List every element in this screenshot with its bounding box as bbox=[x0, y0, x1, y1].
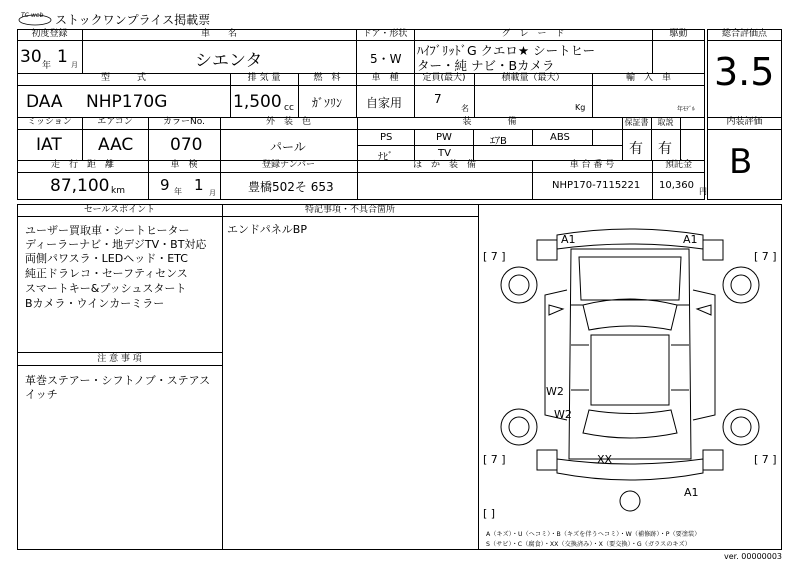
label-inspection: 車 検 bbox=[170, 160, 198, 170]
page-title: ストックワンプライス掲載票 bbox=[55, 13, 211, 27]
sales-point-6: Bカメラ・ウインカーミラー bbox=[25, 297, 165, 310]
reg-month-unit: 月 bbox=[71, 61, 78, 69]
equipment-pw: PW bbox=[436, 132, 452, 143]
tread-spare: [ ] bbox=[483, 507, 496, 520]
label-door: ドア・形状 bbox=[362, 29, 408, 39]
label-color-no: カラーNo. bbox=[163, 117, 205, 127]
vehicle-info-table bbox=[17, 29, 705, 200]
equipment-navi: ﾅﾋﾞ bbox=[378, 152, 393, 163]
logo-text: TC-web bbox=[21, 12, 44, 19]
capacity: 7 bbox=[434, 92, 442, 106]
label-load: 積載量（最大） bbox=[501, 73, 565, 83]
reg-year: 30 bbox=[20, 47, 42, 67]
aircon: AAC bbox=[98, 135, 134, 155]
damage-mark-front-right: A1 bbox=[683, 233, 698, 246]
color-no: 070 bbox=[170, 135, 203, 155]
model-code: NHP170G bbox=[86, 92, 168, 112]
plate-number: 豊橋502そ 653 bbox=[248, 180, 334, 194]
label-warranty: 保証書 bbox=[624, 118, 649, 127]
label-special-notes: 特記事項・不具合箇所 bbox=[304, 205, 395, 215]
model-year-label: 年ﾓﾃﾞﾙ bbox=[677, 106, 696, 113]
label-equipment: 装 備 bbox=[462, 117, 517, 127]
label-interior-score: 内装評価 bbox=[726, 117, 763, 127]
label-plate: 登録ナンバー bbox=[262, 160, 315, 170]
label-mileage: 走 行 距 離 bbox=[50, 160, 114, 170]
label-grade: グ レ ー ド bbox=[501, 29, 565, 39]
warranty: 有 bbox=[629, 141, 643, 157]
total-score: 3.5 bbox=[714, 50, 775, 94]
inspection-year: 9 bbox=[160, 176, 170, 194]
damage-mark-front-left: A1 bbox=[561, 233, 576, 246]
damage-mark-door-1: W2 bbox=[546, 385, 564, 398]
color: パール bbox=[270, 140, 306, 154]
label-import: 輸 入 車 bbox=[625, 73, 671, 83]
label-capacity: 定員(最大) bbox=[422, 73, 466, 83]
displacement-unit: cc bbox=[284, 103, 294, 113]
chassis-number: NHP170-7115221 bbox=[552, 180, 641, 191]
caution-line-2: イッチ bbox=[25, 388, 58, 401]
sales-point-4: 純正ドラレコ・セーフティセンス bbox=[25, 267, 188, 280]
interior-score: B bbox=[729, 142, 753, 182]
label-first-registration: 初度登録 bbox=[31, 29, 68, 39]
grade-line-1: ﾊｲﾌﾞﾘｯﾄﾞG クエロ★ シートヒー bbox=[417, 43, 596, 58]
deposit-unit: 円 bbox=[699, 187, 707, 196]
logo bbox=[18, 11, 52, 30]
label-other-equipment: ほ か 装 備 bbox=[412, 160, 476, 170]
grade-line-2: ター・純 ナビ・Bカメラ bbox=[417, 58, 555, 73]
label-color: 外 装 色 bbox=[265, 117, 311, 127]
legend-line-2: S（サビ）・C（腐食）・XX（交換済み）・X（要交換）・G（ガラスのキズ） bbox=[486, 541, 691, 548]
label-fuel: 燃 料 bbox=[313, 73, 341, 83]
deposit-amount: 10,360 bbox=[659, 180, 694, 191]
displacement: 1,500 bbox=[233, 92, 282, 112]
label-drive: 駆動 bbox=[669, 29, 688, 39]
damage-diagram bbox=[479, 205, 781, 525]
label-deposit: 預託金 bbox=[664, 160, 692, 170]
sales-point-2: ディーラーナビ・地デジTV・BT対応 bbox=[25, 238, 207, 251]
mileage-unit: km bbox=[111, 186, 125, 196]
fuel: ｶﾞｿﾘﾝ bbox=[312, 96, 343, 110]
caution-line-1: 革巻ステアー・シフトノブ・ステアス bbox=[25, 374, 211, 387]
special-note-1: エンドパネルBP bbox=[227, 223, 307, 236]
label-car-name: 車 名 bbox=[200, 29, 237, 39]
label-usage: 車 種 bbox=[371, 73, 399, 83]
damage-mark-door-2: W2 bbox=[554, 408, 572, 421]
car-name: シエンタ bbox=[195, 51, 263, 71]
equipment-airbag: ｴｱB bbox=[490, 136, 507, 147]
equipment-ps: PS bbox=[380, 132, 393, 143]
usage: 自家用 bbox=[366, 96, 403, 110]
model-prefix: DAA bbox=[26, 92, 63, 112]
damage-mark-rear-right: A1 bbox=[684, 486, 699, 499]
equipment-abs: ABS bbox=[550, 132, 570, 143]
tread-front-left: [ 7 ] bbox=[483, 250, 506, 263]
reg-year-unit: 年 bbox=[42, 61, 52, 71]
inspection-month-unit: 月 bbox=[209, 189, 216, 197]
label-aircon: エアコン bbox=[97, 117, 133, 127]
door-shape: 5・W bbox=[370, 52, 402, 66]
label-manual: 取説 bbox=[657, 118, 674, 127]
mileage: 87,100 bbox=[50, 176, 110, 196]
damage-mark-rear: XX bbox=[597, 453, 613, 466]
label-mission: ミッション bbox=[27, 117, 72, 127]
label-cautions: 注 意 事 項 bbox=[97, 354, 142, 364]
label-displacement: 排 気 量 bbox=[247, 73, 281, 83]
tread-rear-right: [ 7 ] bbox=[754, 453, 777, 466]
inspection-year-unit: 年 bbox=[174, 187, 182, 196]
legend-line-1: A（キズ）・U（ヘコミ）・B（キズを伴うヘコミ）・W（補修跡）・P（要塗装） bbox=[486, 531, 701, 538]
version: ver. 00000003 bbox=[724, 552, 783, 561]
tread-rear-left: [ 7 ] bbox=[483, 453, 506, 466]
inspection-month: 1 bbox=[194, 176, 204, 194]
load-unit: Kg bbox=[575, 103, 586, 112]
sales-point-5: スマートキー&プッシュスタート bbox=[25, 282, 187, 295]
sales-point-3: 両側パワスラ・LEDヘッド・ETC bbox=[25, 252, 188, 265]
reg-month: 1 bbox=[57, 47, 68, 67]
capacity-unit: 名 bbox=[461, 104, 469, 113]
label-sales-points: セールスポイント bbox=[83, 205, 156, 215]
equipment-tv: TV bbox=[438, 148, 451, 159]
mission: IAT bbox=[36, 135, 62, 155]
label-chassis: 車 台 番 号 bbox=[569, 160, 615, 170]
label-total-score: 総合評価点 bbox=[721, 29, 767, 39]
manual: 有 bbox=[658, 141, 672, 157]
sales-point-1: ユーザー買取車・シートヒーター bbox=[25, 224, 190, 237]
label-model: 型 式 bbox=[100, 73, 146, 83]
tread-front-right: [ 7 ] bbox=[754, 250, 777, 263]
